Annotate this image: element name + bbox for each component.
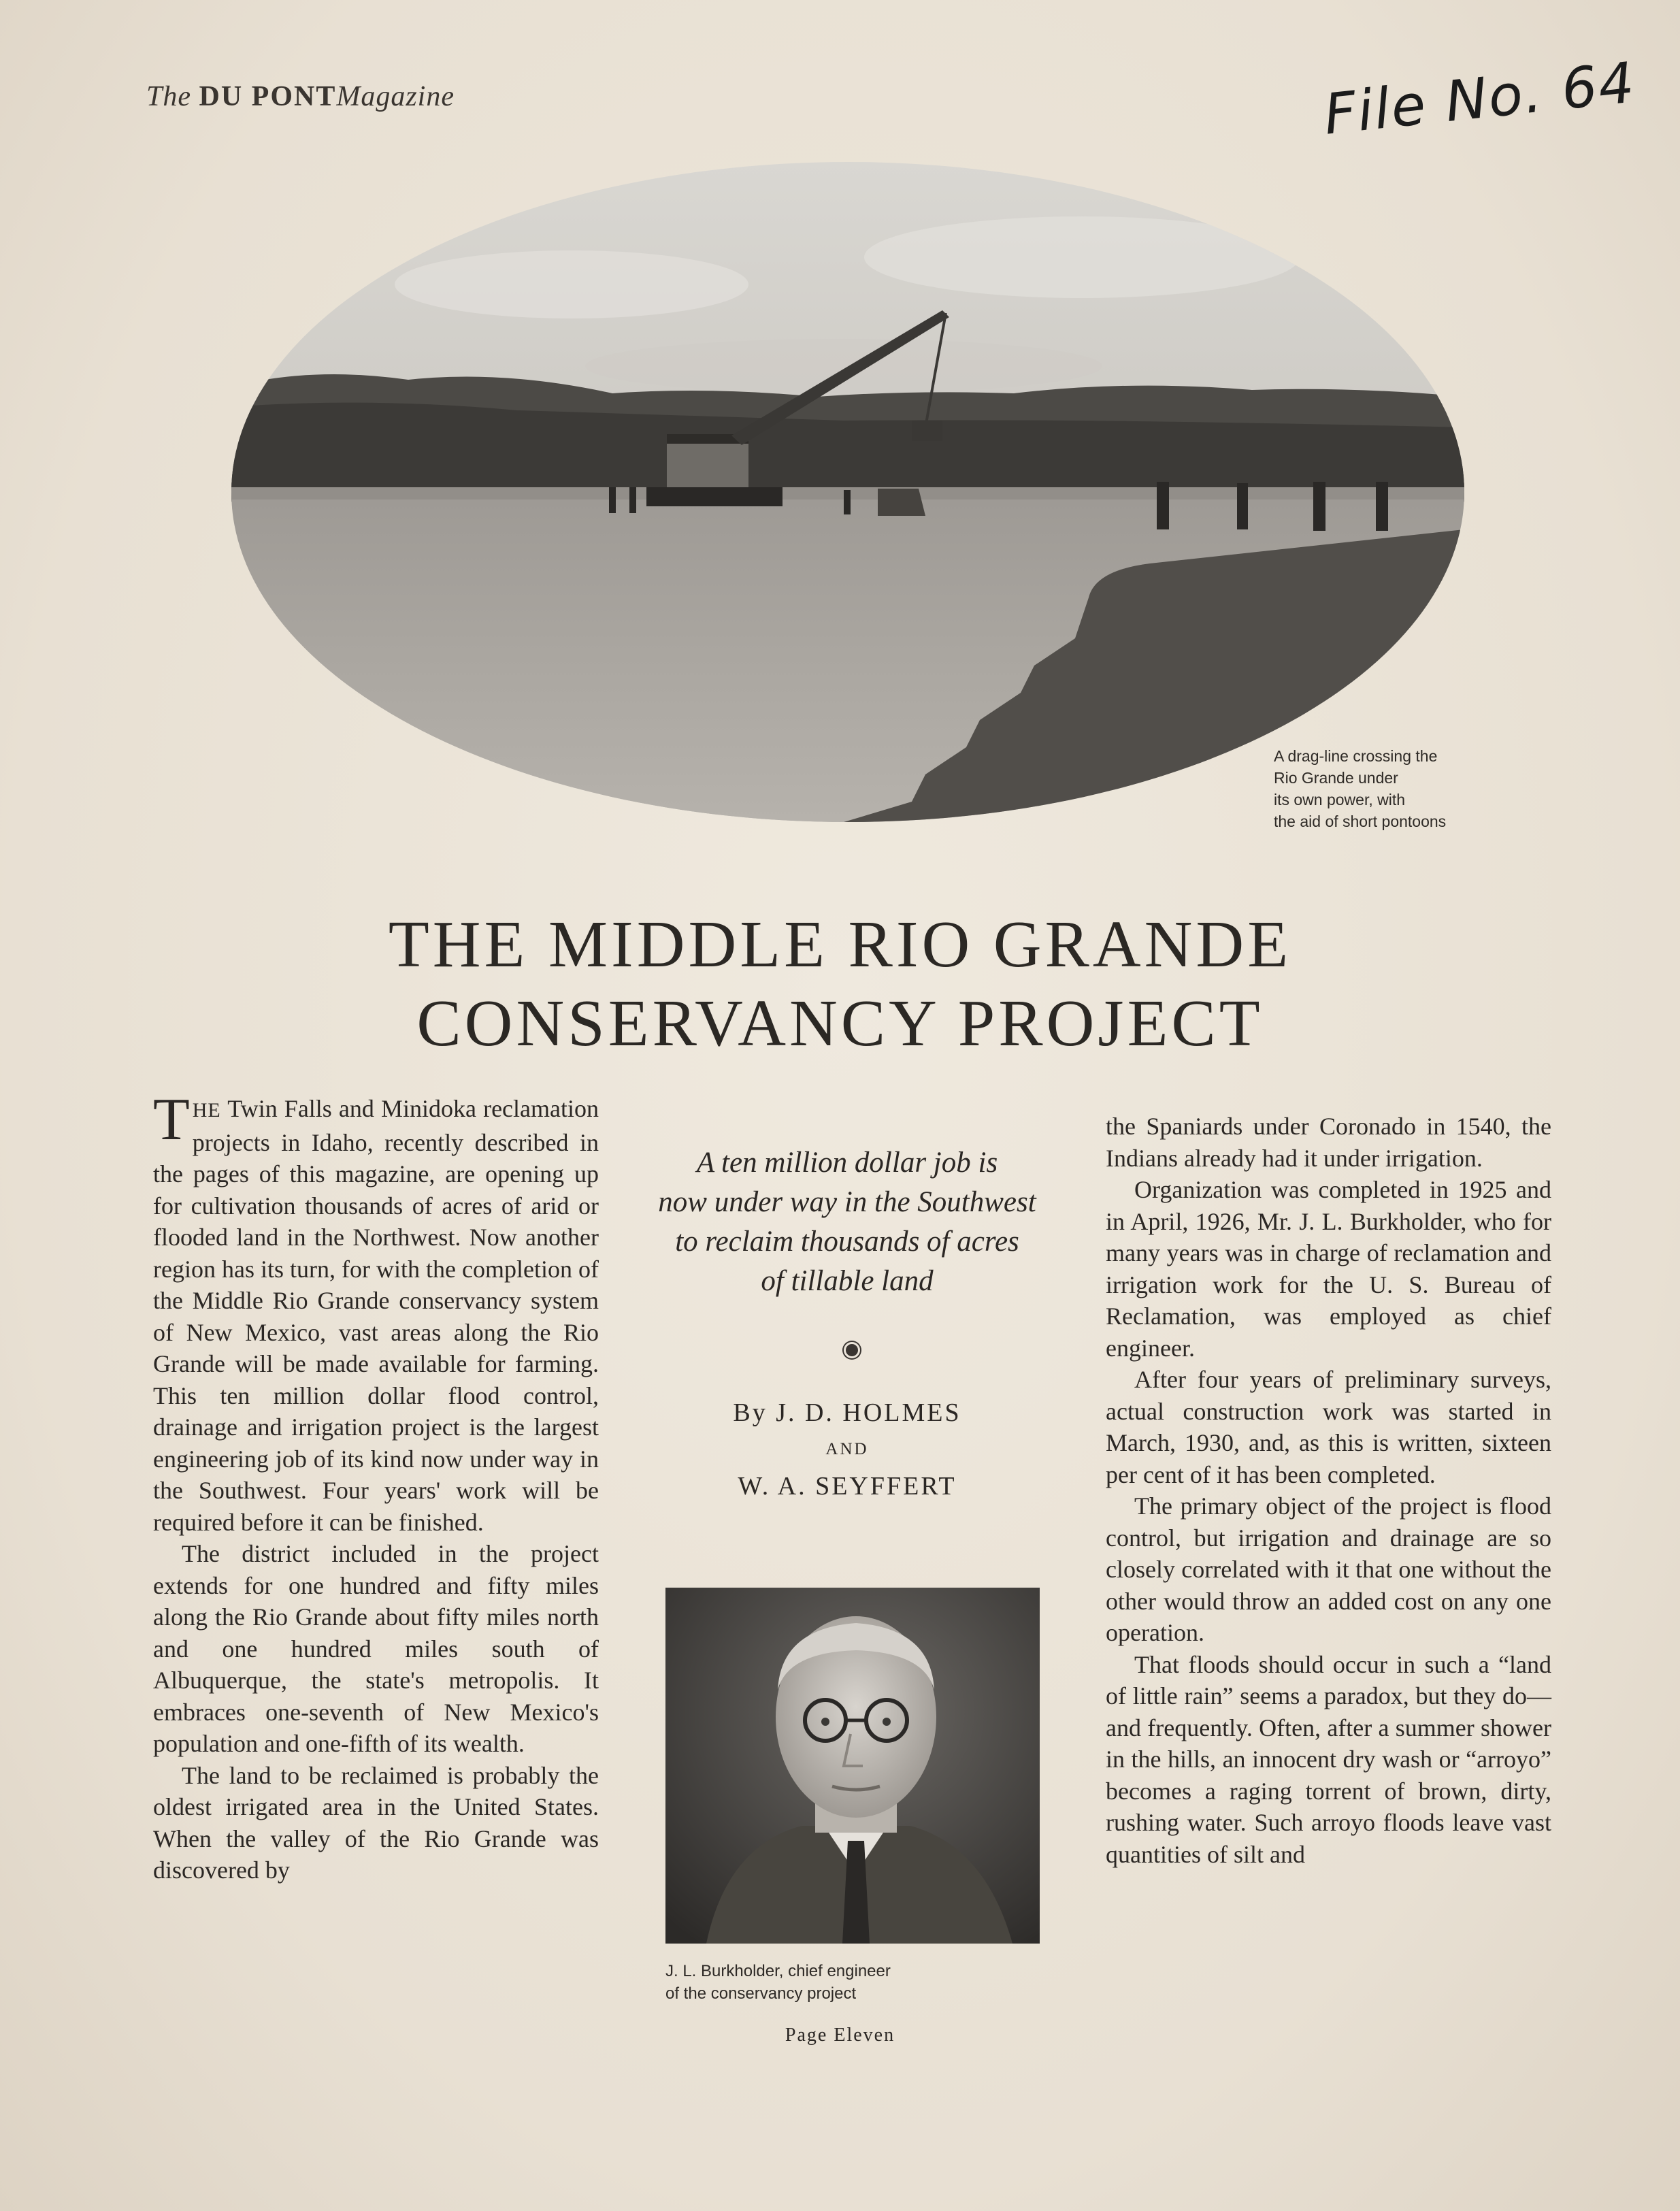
portrait-caption: [665, 1960, 1047, 2005]
right-paragraph-3: After four years of preliminary surveys, actual construction work was started in March, 1930, and, as this is written, sixteen per cent of it has been completed.: [1106, 1366, 1551, 1488]
deck-line: of tillable land: [761, 1265, 934, 1297]
byline: [626, 1394, 1068, 1505]
article-title: [0, 905, 1680, 1063]
caption-line: J. L. Burkholder, chief engineer: [665, 1962, 891, 1980]
deck-line: to reclaim thousands of acres: [675, 1226, 1019, 1258]
caption-line: of the conservancy project: [665, 1984, 857, 2003]
byline-second-author: W. A. SEYFFERT: [738, 1472, 957, 1501]
caption-line: the aid of short pontoons: [1274, 813, 1447, 830]
caption-line: Rio Grande under: [1274, 769, 1398, 787]
drop-cap: T: [153, 1087, 190, 1153]
right-paragraph-2: Organization was completed in 1925 and in April, 1926, Mr. J. L. Burkholder, who for many years was in charge of reclamation and irrigation work for the U. S. Bureau of Reclamation, was employed as chief engineer.: [1106, 1176, 1551, 1362]
page-number: Page Eleven: [785, 2025, 895, 2046]
caption-line: its own power, with: [1274, 791, 1406, 808]
left-paragraph-2: The district included in the project extends for one hundred and fifty miles along the Rio Grande about fifty miles north and one hundred miles south of Albuquerque, the state's metropolis. It embraces one-seventh of New Mexico's population and one-fifth of its wealth.: [153, 1540, 599, 1757]
masthead-brand: DU PONT: [199, 81, 337, 112]
burkholder-portrait: [665, 1588, 1040, 1944]
title-line-1: THE MIDDLE RIO GRANDE: [388, 908, 1292, 981]
left-paragraph-1-text: Twin Falls and Minidoka reclamation projects in Idaho, recently described in the pages of this magazine, are opening up for cultivation thousands of acres of arid or flooded land in the Northwest. Now another region has its turn, for with the completion of the Middle Rio Grande conservancy system of New Mexico, vast areas along the Rio Grande will be made available for farming. This ten million dollar flood control, drainage and irrigation project is the largest engineering job of its kind now under way in the Southwest. Four years' work will be required before it can be finished.: [153, 1095, 599, 1536]
right-paragraph-4: The primary object of the project is flood control, but irrigation and drainage are so closely correlated with it that one without the other would throw an added cost on any one operation.: [1106, 1492, 1551, 1646]
dragline-photo: [231, 162, 1464, 822]
caption-line: A drag-line crossing the: [1274, 747, 1438, 765]
article-deck: [626, 1143, 1068, 1301]
opening-smallcaps: HE: [192, 1099, 221, 1121]
byline-first-author: By J. D. HOLMES: [733, 1398, 961, 1427]
left-paragraph-1: [153, 1087, 599, 1538]
left-paragraph-3: The land to be reclaimed is probably the oldest irrigated area in the United States. When the valley of the Rio Grande was discovered by: [153, 1761, 599, 1884]
title-line-2: CONSERVANCY PROJECT: [416, 987, 1264, 1060]
dragline-photo-caption: [1274, 745, 1492, 832]
dragline-river-scene-image: [231, 162, 1464, 822]
right-paragraph-5: That floods should occur in such a “land of little rain” seems a paradox, but they do—and frequently. Often, after a summer shower in the hills, an innocent dry wash or “arroyo” becomes a raging torrent of brown, dirty, rushing water. Such arroyo floods leave vast quantities of silt and: [1106, 1650, 1551, 1868]
handwritten-file-note: File No. 64: [1321, 50, 1638, 148]
left-column: [153, 1087, 599, 1886]
byline-and: AND: [825, 1440, 869, 1458]
masthead-magazine: Magazine: [336, 81, 455, 112]
magazine-masthead: [146, 80, 455, 113]
right-column: [1106, 1111, 1551, 1870]
right-paragraph-1: the Spaniards under Coronado in 1540, the Indians already had it under irrigation.: [1106, 1113, 1551, 1172]
deck-line: A ten million dollar job is: [696, 1147, 998, 1179]
deck-line: now under way in the Southwest: [658, 1186, 1036, 1218]
ornament-dot: [844, 1342, 860, 1358]
masthead-the: The: [146, 81, 191, 112]
portrait-image: [665, 1588, 1040, 1944]
